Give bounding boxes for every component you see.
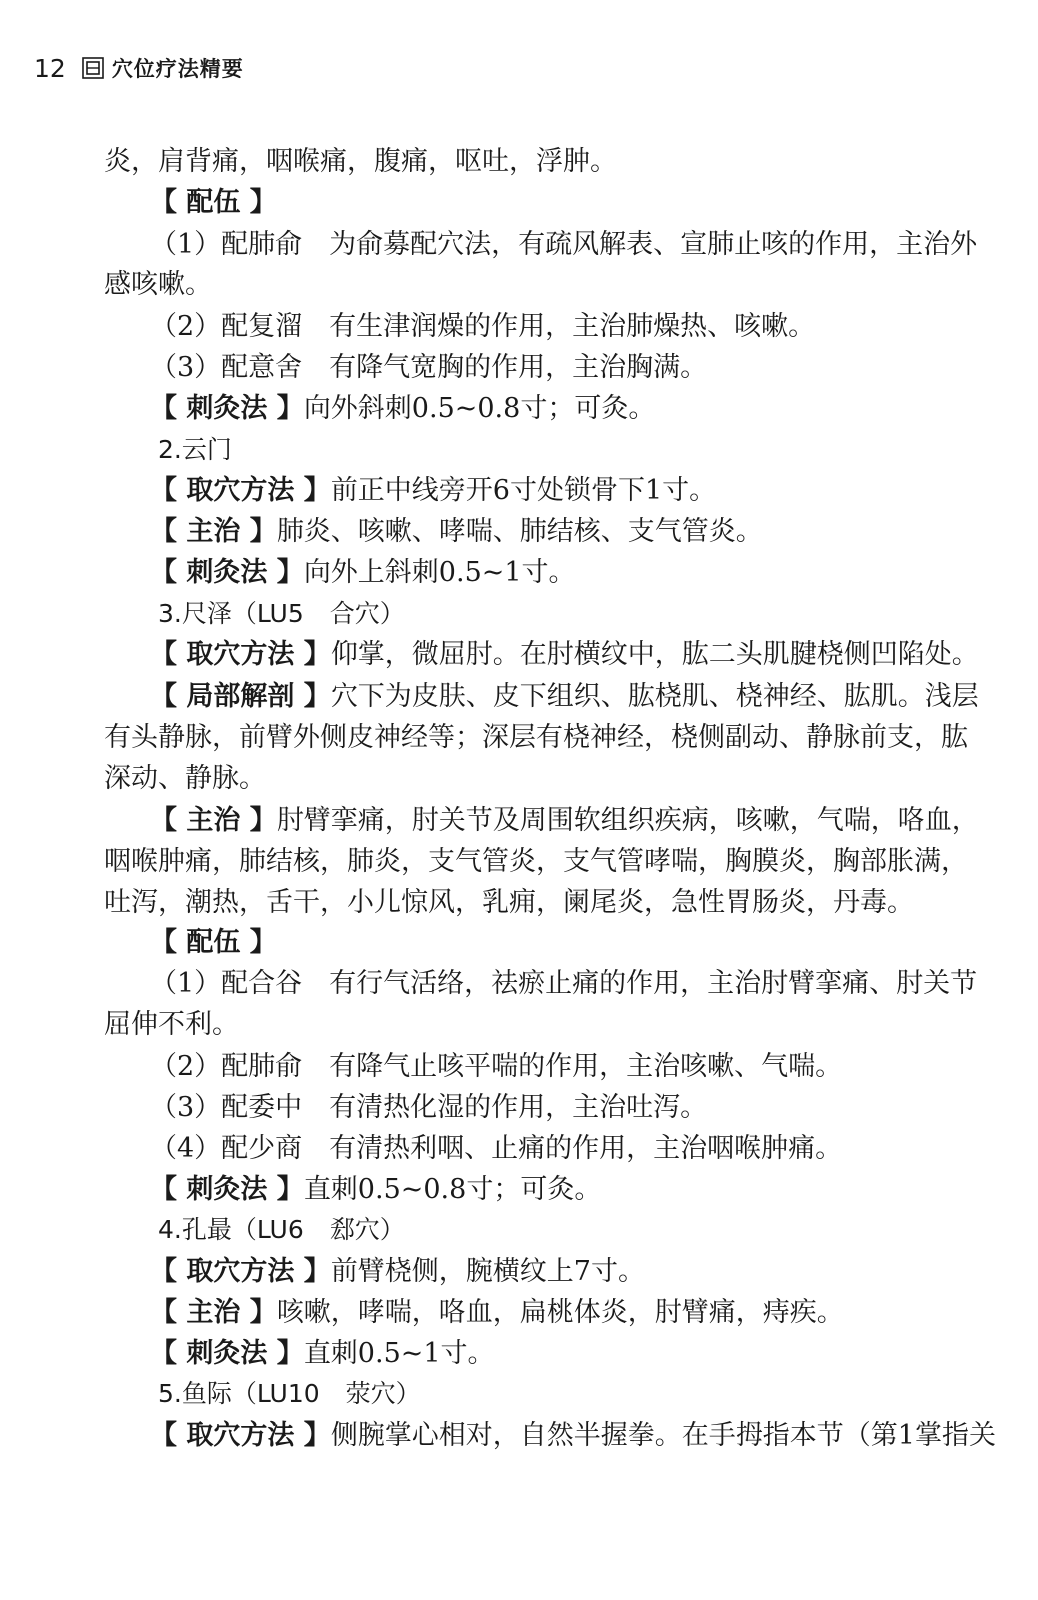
- text-line: [150, 515, 763, 549]
- section-tag: 【 配伍 】: [150, 187, 277, 218]
- section-tag-peiwu: [150, 186, 277, 220]
- text-line: 感咳嗽。: [104, 269, 212, 300]
- section-tag: 【 取穴方法 】: [150, 1420, 331, 1451]
- section-tag: 【 取穴方法 】: [150, 639, 331, 670]
- section-tag: 【 主治 】: [150, 516, 277, 547]
- text-line: （3）配意舍 有降气宽胸的作用，主治胸满。: [150, 352, 708, 383]
- text-line: [150, 1296, 844, 1330]
- text-line: [150, 392, 655, 426]
- section-text: 穴下为皮肤、皮下组织、肱桡肌、桡神经、肱肌。浅层: [330, 681, 979, 712]
- text-line: [150, 804, 979, 838]
- text-line: 炎，肩背痛，咽喉痛，腹痛，呕吐，浮肿。: [104, 146, 617, 177]
- text-line: 深动、静脉。: [104, 763, 266, 794]
- section-text: 仰掌，微屈肘。在肘横纹中，肱二头肌腱桡侧凹陷处。: [330, 639, 979, 670]
- point-heading: [158, 597, 405, 631]
- point-name: 5.鱼际（LU10: [158, 1379, 320, 1408]
- text-line: 咽喉肿痛，肺结核，肺炎，支气管炎，支气管哮喘，胸膜炎，胸部胀满，: [104, 846, 968, 877]
- text-line: [150, 556, 576, 590]
- section-text: 前臂桡侧，腕横纹上7寸。: [330, 1256, 645, 1287]
- section-tag: 【 刺灸法 】: [150, 1174, 304, 1205]
- point-heading: 2.云门: [158, 435, 232, 464]
- text-line: （1）配肺俞 为俞募配穴法，有疏风解表、宣肺止咳的作用，主治外: [150, 229, 978, 260]
- book-title: 穴位疗法精要: [111, 57, 244, 81]
- section-tag: 【 取穴方法 】: [150, 475, 331, 506]
- section-tag: 【 取穴方法 】: [150, 1256, 331, 1287]
- section-text: 直刺0.5~1寸。: [303, 1338, 495, 1369]
- section-tag-peiwu: [150, 926, 277, 960]
- text-line: （4）配少商 有清热利咽、止痛的作用，主治咽喉肿痛。: [150, 1133, 843, 1164]
- text-line: （1）配合谷 有行气活络，祛瘀止痛的作用，主治肘臂挛痛、肘关节: [150, 968, 978, 999]
- text-line: [150, 638, 979, 672]
- text-line: （2）配肺俞 有降气止咳平喘的作用，主治咳嗽、气喘。: [150, 1051, 843, 1082]
- section-tag: 【 局部解剖 】: [150, 681, 331, 712]
- point-heading: [158, 1377, 421, 1411]
- text-line: 屈伸不利。: [104, 1009, 239, 1040]
- text-line: 吐泻，潮热，舌干，小儿惊风，乳痈，阑尾炎，急性胃肠炎，丹毒。: [104, 887, 914, 918]
- text-line: 有头静脉，前臂外侧皮神经等；深层有桡神经，桡侧副动、静脉前支，肱: [104, 722, 968, 753]
- point-type: 郄穴）: [329, 1215, 405, 1244]
- section-text: 前正中线旁开6寸处锁骨下1寸。: [330, 475, 717, 506]
- section-text: 侧腕掌心相对，自然半握拳。在手拇指本节（第1掌指关: [330, 1420, 996, 1451]
- section-tag: 【 刺灸法 】: [150, 1338, 304, 1369]
- text-line: [150, 680, 979, 714]
- text-line: （2）配复溜 有生津润燥的作用，主治肺燥热、咳嗽。: [150, 311, 816, 342]
- text-line: [150, 1419, 996, 1453]
- text-line: [150, 1337, 495, 1371]
- section-tag: 【 刺灸法 】: [150, 557, 304, 588]
- section-text: 肺炎、咳嗽、哮喘、肺结核、支气管炎。: [276, 516, 763, 547]
- section-tag: 【 刺灸法 】: [150, 393, 304, 424]
- section-tag: 【 配伍 】: [150, 927, 277, 958]
- text-line: [150, 1173, 601, 1207]
- text-line: [150, 1255, 645, 1289]
- point-name: 3.尺泽（LU5: [158, 599, 304, 628]
- section-text: 向外斜刺0.5~0.8寸；可灸。: [303, 393, 656, 424]
- text-line: （3）配委中 有清热化湿的作用，主治吐泻。: [150, 1092, 708, 1123]
- page-number: 12: [34, 53, 66, 83]
- section-tag: 【 主治 】: [150, 805, 277, 836]
- section-text: 向外上斜刺0.5~1寸。: [303, 557, 576, 588]
- section-text: 肘臂挛痛，肘关节及周围软组织疾病，咳嗽，气喘，咯血，: [276, 805, 979, 836]
- section-text: 咳嗽，哮喘，咯血，扁桃体炎，肘臂痛，痔疾。: [276, 1297, 844, 1328]
- section-text: 直刺0.5~0.8寸；可灸。: [303, 1174, 602, 1205]
- text-line: [150, 474, 716, 508]
- point-heading: [158, 1213, 405, 1247]
- point-name: 4.孔最（LU6: [158, 1215, 304, 1244]
- section-tag: 【 主治 】: [150, 1297, 277, 1328]
- point-type: 合穴）: [329, 599, 405, 628]
- point-type: 荥穴）: [345, 1379, 421, 1408]
